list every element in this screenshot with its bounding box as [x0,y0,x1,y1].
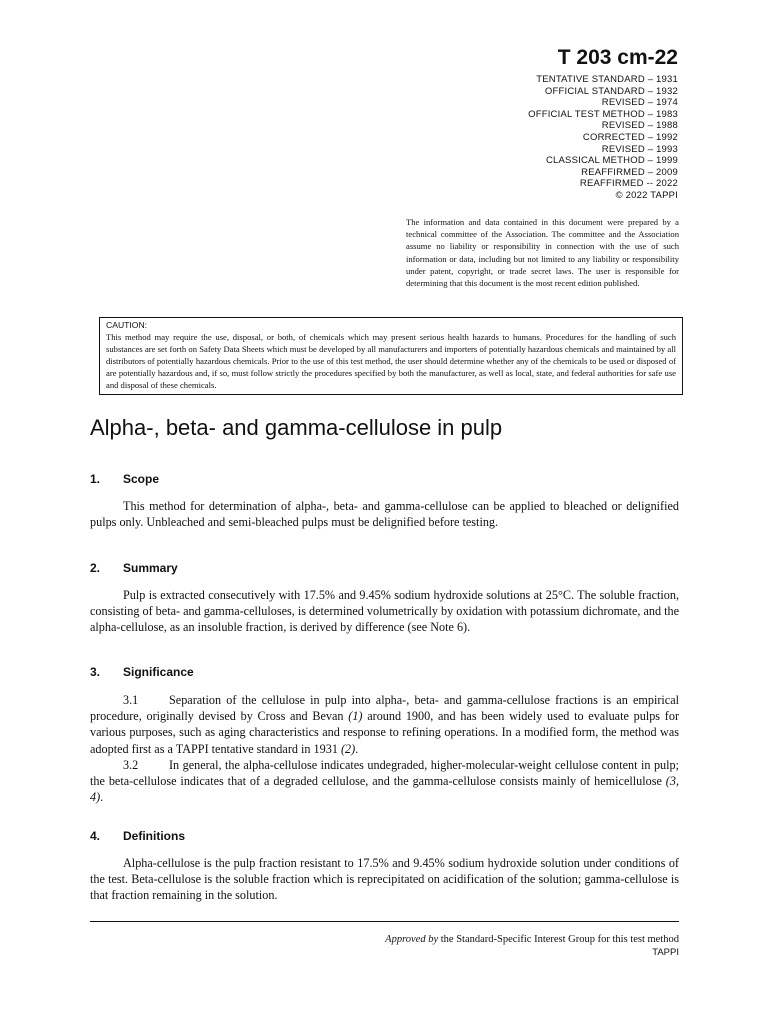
revision-history-item: REAFFIRMED -- 2022 [579,178,678,190]
revision-history [528,74,678,202]
section-number: 3. [90,665,101,679]
approved-by-label: Approved by [385,934,439,945]
revision-history-item: REVISED – 1993 [601,143,678,155]
paragraph-number: 3.1 [123,693,139,707]
significance-paragraph-3-1: 3.1 Separation of the cellulose in pulp into alpha-, beta- and gamma-cellulose fractions is an empirical procedure, originally devised by Cross and Bevan (1) around 1900, and has been widely used to evaluate pulps for various purposes, such as aging characteristics and response to refining operations. In a modified form, the method was adopted first as a TAPPI tentative standard in 1931 (2). [90,693,679,756]
revision-history-item: REAFFIRMED – 2009 [581,166,678,178]
caution-box [99,317,683,395]
revision-history-item: © 2022 TAPPI [615,189,678,201]
section-title: Definitions [123,829,185,843]
section-heading [90,664,679,680]
standard-header [528,46,678,202]
revision-history-item: OFFICIAL TEST METHOD – 1983 [528,108,678,120]
section-significance [90,664,679,805]
scope-paragraph: This method for determination of alpha-, beta- and gamma-cellulose can be applied to bleached or delignified pulps only. Unbleached and semi-bleached pulps must be delignified before testing. [90,499,679,530]
section-title: Summary [123,561,178,575]
section-scope [90,471,679,530]
reference-citation: (3, 4) [90,774,679,805]
reference-citation: (2) [340,741,356,756]
reference-citation: (1) [348,709,363,724]
section-title: Scope [123,472,160,486]
section-heading [90,828,679,844]
revision-history-item: TENTATIVE STANDARD – 1931 [536,74,678,85]
caution-text: This method may require the use, disposal, or both, of chemicals which may present serious health hazards to humans. Procedures for the handling of such substances are set forth on Safety Data Sheets which must be developed by all manufacturers and importers of potentially hazardous chemicals and maintained by all distributors of potentially hazardous chemicals. Prior to the use of this test method, the user should determine whether any of the chemicals to be used or disposed of are potentially hazardous and, if so, must follow strictly the procedures specified by both the manufacturer, as well as local, state, and federal authorities for safe use and disposal of these chemicals. [106,332,676,391]
summary-paragraph: Pulp is extracted consecutively with 17.5% and 9.45% sodium hydroxide solutions at 25°C. The soluble fraction, consisting of beta- and gamma-celluloses, is determined volumetrically by oxidation with potassium dichromate, and the alpha-cellulose, as an insoluble fraction, is derived by difference (see Note 6). [90,588,679,635]
document-title: Alpha-, beta- and gamma-cellulose in pulp [90,415,503,440]
approval-line [385,933,679,946]
definitions-paragraph: Alpha-cellulose is the pulp fraction resistant to 17.5% and 9.45% sodium hydroxide solution under conditions of the test. Beta-cellulose is the soluble fraction which is reprecipitated on acidification of the solution; gamma-cellulose is that fraction remaining in the solution. [90,856,679,903]
section-number: 1. [90,472,101,486]
revision-history-item: REVISED – 1974 [601,97,678,109]
section-heading [90,471,679,487]
section-title: Significance [123,665,194,679]
section-number: 4. [90,829,101,843]
section-summary [90,560,679,636]
paragraph-number: 3.2 [123,757,139,772]
section-heading [90,560,679,576]
footer [385,933,679,959]
footer-divider [90,921,679,922]
footer-organization: TAPPI [652,947,679,958]
revision-history-item: CORRECTED – 1992 [582,131,678,143]
disclaimer-text: The information and data contained in this document were prepared by a technical committee of the Association. The committee and the Association assume no liability or responsibility in connection with the use of such information or data, including but not limited to any liability or responsibility under patent, copyright, or trade secret laws. The user is responsible for determining that this document is the most recent edition published. [406,217,679,289]
revision-history-item: REVISED – 1988 [601,120,678,132]
caution-title: CAUTION: [106,320,148,330]
section-definitions [90,828,679,904]
revision-history-item: OFFICIAL STANDARD – 1932 [544,85,678,97]
significance-paragraph-3-2: 3.2 In general, the alpha-cellulose indicates undegraded, higher-molecular-weight cellulose content in pulp; the beta-cellulose indicates that of a degraded cellulose, and the gamma-cellulose consists mainly of hemicellulose (3, 4). [90,757,679,805]
standard-number: T 203 cm-22 [557,46,678,69]
revision-history-item: CLASSICAL METHOD – 1999 [545,155,678,167]
section-number: 2. [90,561,101,575]
approval-text: the Standard-Specific Interest Group for this test method [438,934,679,945]
